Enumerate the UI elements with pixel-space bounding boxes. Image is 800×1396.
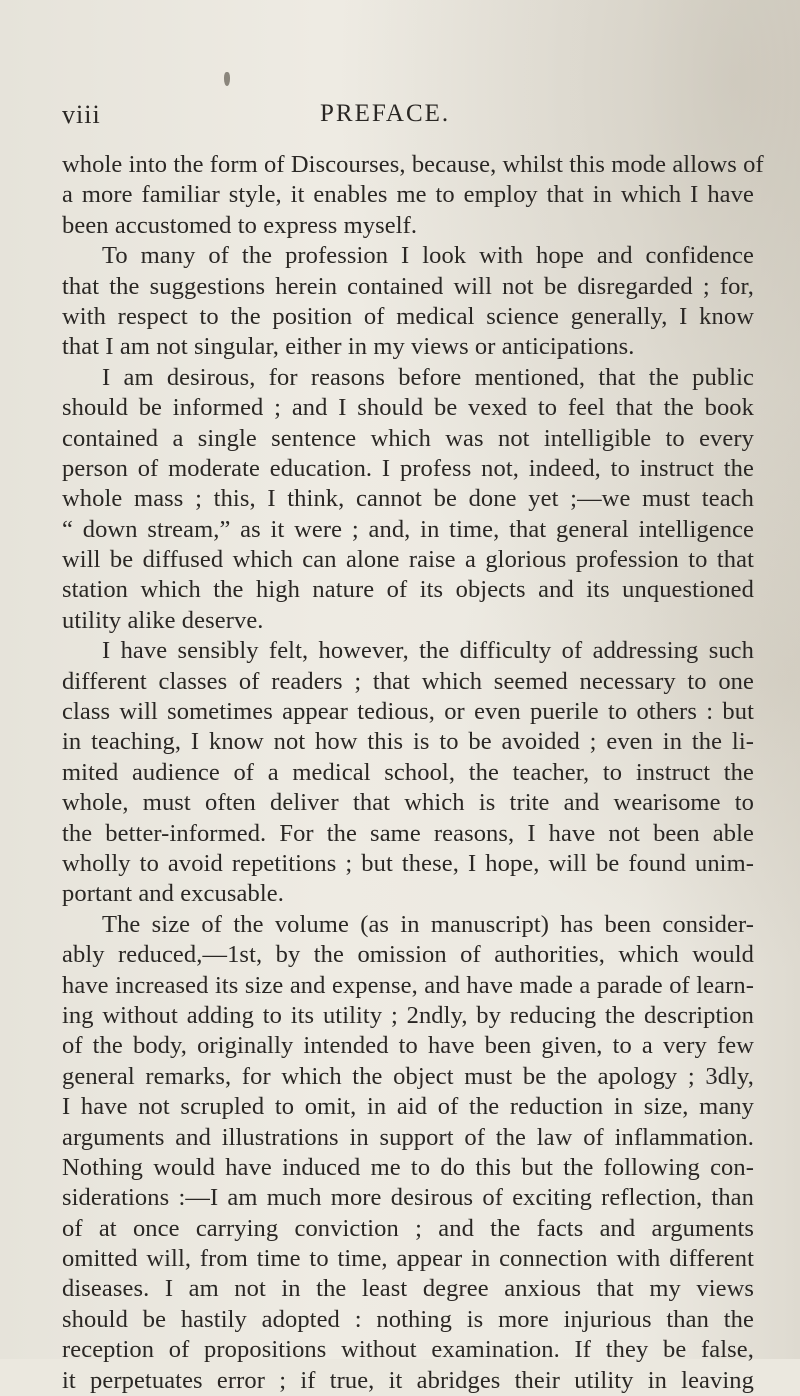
text-line: whole mass ; this, I think, cannot be done yet ;—we must teach bbox=[62, 485, 754, 513]
text-line: it perpetuates error ; if true, it abridges their utility in leaving bbox=[62, 1366, 754, 1394]
text-line: The size of the volume (as in manuscript) has been consider- bbox=[102, 910, 754, 938]
text-line: class will sometimes appear tedious, or even puerile to others : but bbox=[62, 698, 754, 726]
running-head bbox=[62, 100, 752, 130]
text-line: whole into the form of Discourses, because, whilst this mode allows of bbox=[62, 151, 764, 178]
text-line: contained a single sentence which was not intelligible to every bbox=[62, 424, 754, 452]
text-line: “ down stream,” as it were ; and, in time, that general intelligence bbox=[62, 515, 754, 543]
text-line: ably reduced,—1st, by the omission of authorities, which would bbox=[62, 941, 754, 969]
text-line: will be diffused which can alone raise a glorious profession to that bbox=[62, 546, 754, 574]
text-line: in teaching, I know not how this is to be avoided ; even in the li- bbox=[62, 728, 754, 756]
text-line: To many of the profession I look with hope and confidence bbox=[102, 242, 754, 270]
text-line: I have not scrupled to omit, in aid of the reduction in size, many bbox=[62, 1093, 754, 1121]
text-line: whole, must often deliver that which is trite and wearisome to bbox=[62, 789, 754, 817]
running-title: PREFACE. bbox=[320, 100, 451, 127]
text-line: that I am not singular, either in my views or anticipations. bbox=[62, 333, 635, 361]
text-line: general remarks, for which the object must be the apology ; 3dly, bbox=[62, 1062, 754, 1090]
text-line: the better-informed. For the same reasons, I have not been able bbox=[62, 819, 754, 847]
text-line: siderations :—I am much more desirous of exciting reflection, than bbox=[62, 1184, 754, 1212]
text-line: station which the high nature of its objects and its unquestioned bbox=[62, 576, 754, 604]
text-line: wholly to avoid repetitions ; but these, I hope, will be found unim- bbox=[62, 849, 754, 877]
text-line: reception of propositions without examination. If they be false, bbox=[62, 1336, 754, 1364]
text-line: been accustomed to express myself. bbox=[62, 211, 418, 239]
text-line: should be informed ; and I should be vexed to feel that the book bbox=[62, 394, 754, 422]
text-line: a more familiar style, it enables me to employ that in which I have bbox=[62, 181, 754, 209]
text-line: Nothing would have induced me to do this but the following con- bbox=[62, 1153, 754, 1181]
text-line: should be hastily adopted : nothing is more injurious than the bbox=[62, 1305, 754, 1333]
text-line: diseases. I am not in the least degree anxious that my views bbox=[62, 1275, 754, 1303]
text-line: ing without adding to its utility ; 2ndly, by reducing the description bbox=[62, 1001, 754, 1029]
text-line: with respect to the position of medical science generally, I know bbox=[62, 302, 754, 330]
text-line: utility alike deserve. bbox=[62, 606, 264, 634]
page-number: viii bbox=[62, 100, 101, 129]
text-line: that the suggestions herein contained will not be disregarded ; for, bbox=[62, 272, 754, 300]
text-line: portant and excusable. bbox=[62, 880, 284, 908]
ink-speck bbox=[224, 72, 230, 86]
text-line: arguments and illustrations in support of the law of inflammation. bbox=[62, 1123, 754, 1151]
text-line: I have sensibly felt, however, the difficulty of addressing such bbox=[102, 637, 754, 665]
text-line: mited audience of a medical school, the teacher, to instruct the bbox=[62, 758, 754, 786]
text-line: different classes of readers ; that which seemed necessary to one bbox=[62, 667, 754, 695]
body-text bbox=[62, 150, 764, 1396]
text-line: of at once carrying conviction ; and the facts and arguments bbox=[62, 1214, 754, 1242]
text-line: omitted will, from time to time, appear in connection with different bbox=[62, 1245, 754, 1273]
text-line: of the body, originally intended to have been given, to a very few bbox=[62, 1032, 754, 1060]
text-line: person of moderate education. I profess not, indeed, to instruct the bbox=[62, 454, 754, 482]
text-line: I am desirous, for reasons before mentioned, that the public bbox=[102, 363, 754, 391]
text-line: have increased its size and expense, and have made a parade of learn- bbox=[62, 971, 754, 999]
